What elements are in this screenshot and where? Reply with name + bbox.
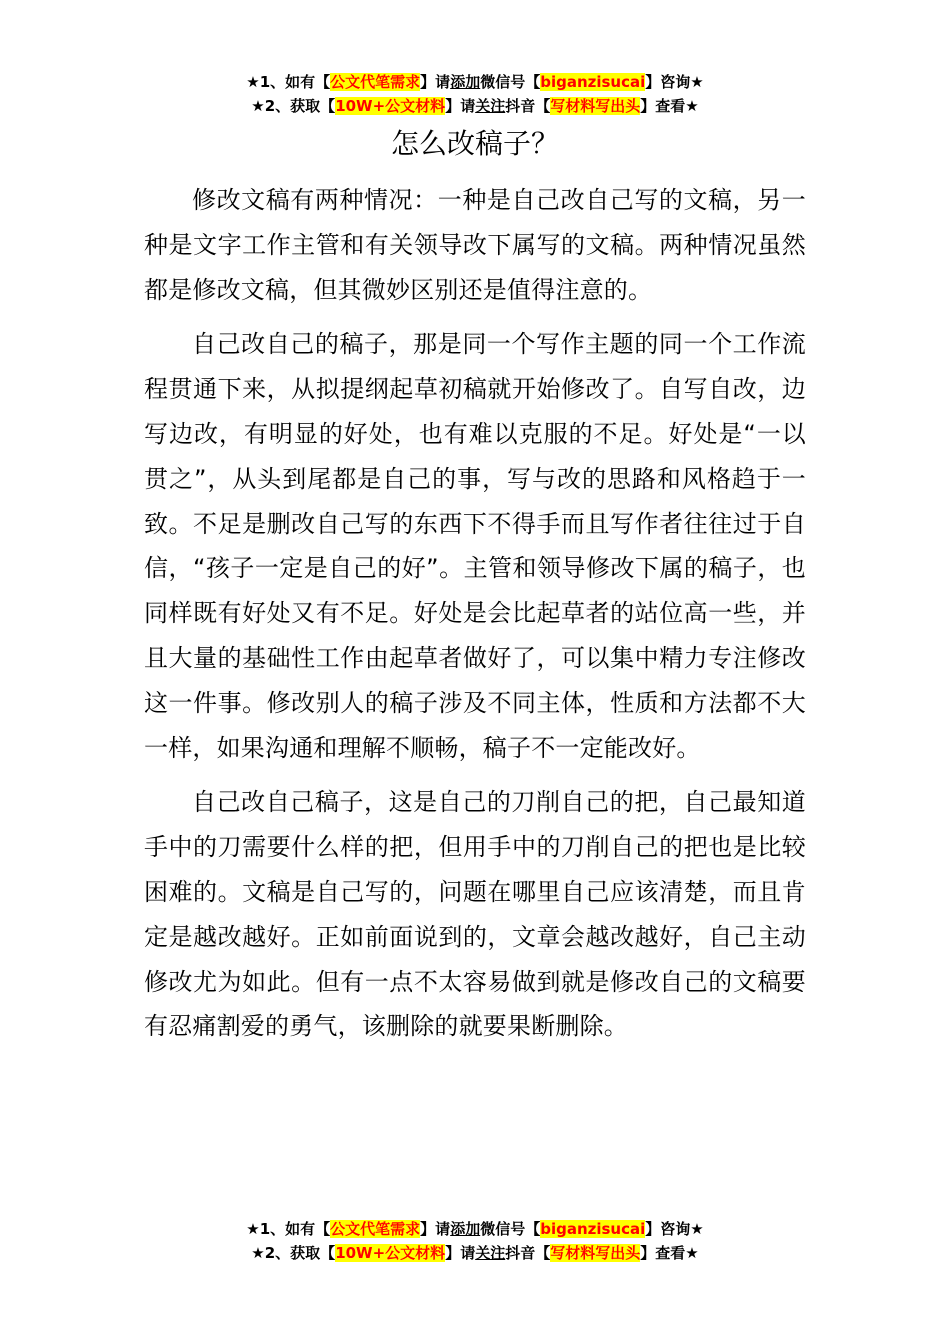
notice-text: 】请 (420, 1220, 451, 1238)
paragraph: 修改文稿有两种情况：一种是自己改自己写的文稿，另一种是文字工作主管和有关领导改下属写的文稿。两种情况虽然都是修改文稿，但其微妙区别还是值得注意的。 (144, 186, 806, 304)
notice-text: 】请 (445, 1244, 476, 1262)
notice-text: ★1、如有【 (246, 73, 331, 91)
paragraph: 自己改自己的稿子，那是同一个写作主题的同一个工作流程贯通下来，从拟提纲起草初稿就开始修改了。自写自改，边写边改，有明显的好处，也有难以克服的不足。好处是“一以贯之”，从头到尾都是自己的事，写与改的思路和风格趋于一致。不足是删改自己写的东西下不得手而且写作者往往过于自信，“孩子一定是自己的好”。主管和领导修改下属的稿子，也同样既有好处又有不足。好处是会比起草者的站位高一些，并且大量的基础性工作由起草者做好了，可以集中精力专注修改这一件事。修改别人的稿子涉及不同主体，性质和方法都不大一样，如果沟通和理解不顺畅，稿子不一定能改好。 (144, 330, 806, 762)
document-title: 怎么改稿子？ (390, 127, 559, 160)
underlined-text: 添加 (450, 73, 481, 91)
notice-text: ★2、获取【 (251, 1244, 336, 1262)
header-notice (0, 70, 950, 118)
highlight-service: 公文代笔需求 (330, 1220, 421, 1238)
highlight-wechat-id: biganzisucai (540, 73, 646, 91)
notice-text: 】咨询★ (645, 1220, 704, 1238)
notice-text: 】请 (420, 73, 451, 91)
paragraph: 自己改自己稿子，这是自己的刀削自己的把，自己最知道手中的刀需要什么样的把，但用手中的刀削自己的把也是比较困难的。文稿是自己写的，问题在哪里自己应该清楚，而且肯定是越改越好。正如前面说到的，文章会越改越好，自己主动修改尤为如此。但有一点不太容易做到就是修改自己的文稿要有忍痛割爱的勇气，该删除的就要果断删除。 (144, 788, 806, 1041)
notice-text: 抖音【 (505, 1244, 551, 1262)
underlined-text: 关注 (475, 1244, 506, 1262)
notice-text: 抖音【 (505, 97, 551, 115)
notice-text: 微信号【 (480, 73, 541, 91)
notice-text: 微信号【 (480, 1220, 541, 1238)
notice-text: ★1、如有【 (246, 1220, 331, 1238)
highlight-service: 公文代笔需求 (330, 73, 421, 91)
notice-line-1 (0, 1217, 950, 1241)
notice-line-2 (0, 1241, 950, 1265)
highlight-douyin-account: 写材料写出头 (550, 97, 641, 115)
highlight-materials: 10W+公文材料 (335, 1244, 446, 1262)
notice-line-1 (0, 70, 950, 94)
footer-notice (0, 1217, 950, 1265)
highlight-materials: 10W+公文材料 (335, 97, 446, 115)
article-body (144, 178, 806, 1059)
notice-text: 】咨询★ (645, 73, 704, 91)
underlined-text: 添加 (450, 1220, 481, 1238)
notice-text: 】查看★ (640, 1244, 699, 1262)
notice-text: ★2、获取【 (251, 97, 336, 115)
notice-text: 】请 (445, 97, 476, 115)
notice-text: 】查看★ (640, 97, 699, 115)
highlight-wechat-id: biganzisucai (540, 1220, 646, 1238)
highlight-douyin-account: 写材料写出头 (550, 1244, 641, 1262)
notice-line-2 (0, 94, 950, 118)
underlined-text: 关注 (475, 97, 506, 115)
